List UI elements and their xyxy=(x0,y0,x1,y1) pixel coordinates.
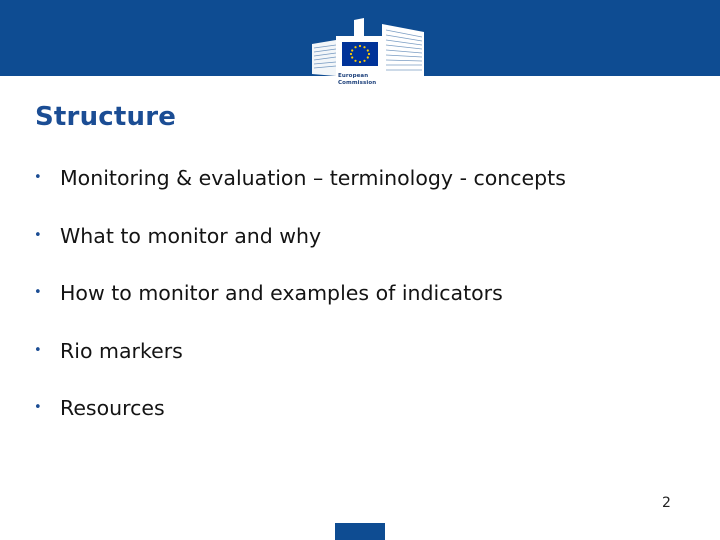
european-commission-logo-icon xyxy=(306,14,430,100)
bullet-label: Monitoring & evaluation – terminology - concepts xyxy=(60,166,566,190)
bullet-list xyxy=(34,163,566,451)
bullet-label: How to monitor and examples of indicators xyxy=(60,281,503,305)
bullet-label: Rio markers xyxy=(60,338,183,363)
bullet-dot-icon: • xyxy=(34,170,42,185)
bullet-label: What to monitor and why xyxy=(60,223,322,248)
bullet-dot-icon: • xyxy=(34,342,42,358)
bullet-item xyxy=(34,163,566,221)
bullet-item xyxy=(34,278,566,336)
bullet-item xyxy=(34,393,566,451)
page-number: 2 xyxy=(662,495,671,511)
bullet-item xyxy=(34,336,566,394)
bullet-label: Resources xyxy=(60,396,165,420)
bullet-item xyxy=(34,221,566,279)
footer-tab xyxy=(335,523,385,540)
bullet-dot-icon: • xyxy=(34,227,42,243)
slide-title: Structure xyxy=(35,102,177,132)
logo-caption: European Commission xyxy=(338,73,377,86)
bullet-dot-icon: • xyxy=(34,400,42,415)
bullet-dot-icon: • xyxy=(34,285,42,300)
